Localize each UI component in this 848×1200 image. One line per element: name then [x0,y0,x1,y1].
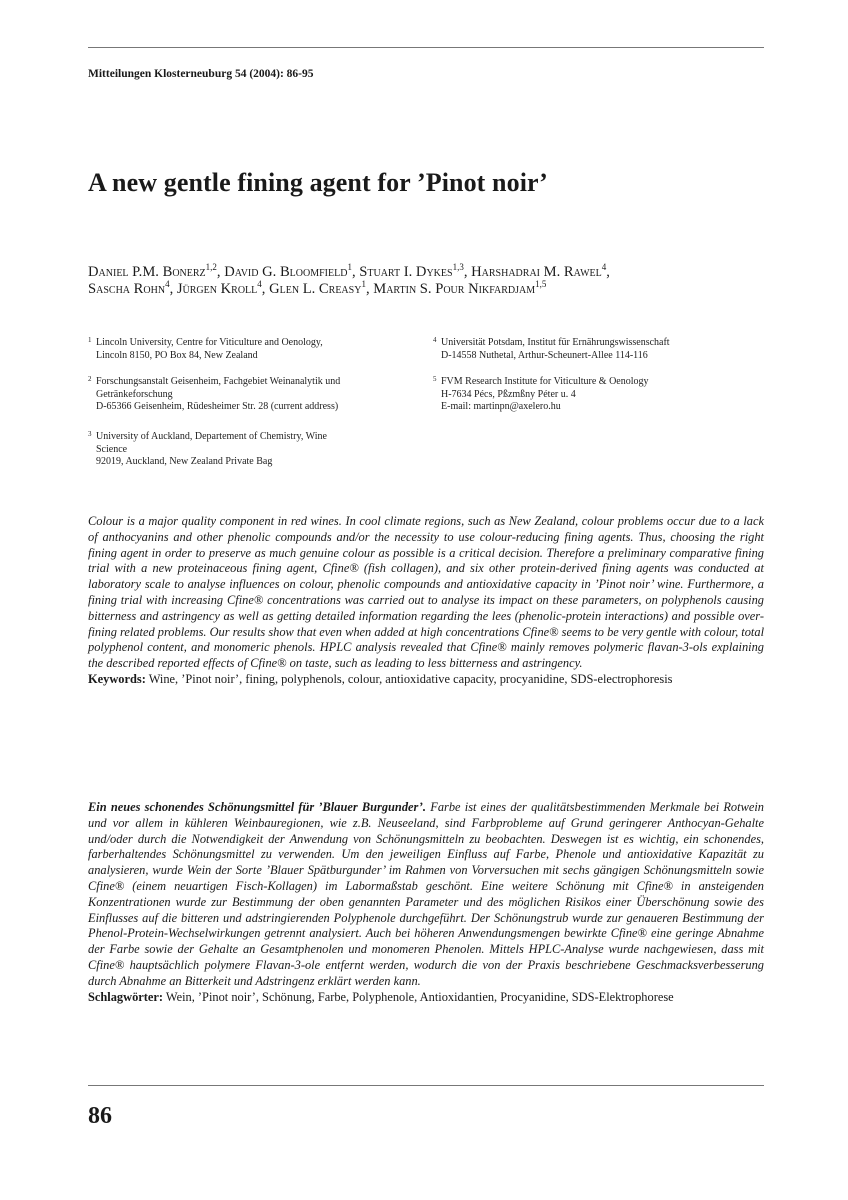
keywords-label: Schlagwörter: [88,989,164,1004]
keywords-text: Wein, ’Pinot noir’, Schönung, Farbe, Polyphenole, Antioxidantien, Procyanidine, SDS-Elektrophorese [165,989,674,1004]
affiliation-line: Lincoln University, Centre for Viticulture and Oenology, [96,337,323,348]
author: Glen L. Creasy$^1$, [269,279,374,297]
affiliation-5 [433,376,763,414]
author-list [88,264,768,298]
abstract-english [88,514,764,688]
abstract-german-body [88,800,764,990]
keywords [88,672,764,688]
abstract-german-title: Ein neues schonendes Schönungsmittel für ’Blauer Burgunder’. [88,800,427,814]
abstract-german [88,800,764,1005]
affiliation-number: 4 [433,336,437,344]
page-number: 86 [88,1103,112,1129]
author: Sascha Rohn$^4$, [88,279,177,297]
keywords-text: Wine, ’Pinot noir’, fining, polyphenols, colour, antioxidative capacity, procyanidine, SDS-electrophoresis [148,671,673,686]
author: Daniel P.M. Bonerz$^{1,2}$, [88,262,225,280]
affiliation-line: Forschungsanstalt Geisenheim, Fachgebiet Weinanalytik und [96,376,341,387]
affiliation-line: Lincoln 8150, PO Box 84, New Zealand [96,349,258,361]
abstract-text: Colour is a major quality component in red wines. In cool climate regions, such as New Zealand, colour problems occur due to a lack of anthocyanins and other phenolic compounds and/or the necessity to use colour-reducing fining agents. Thus, choosing the right fining agent in order to preserve as much genuine colour as possible is a critical decision. Therefore a preliminary comparative fining trial with a new proteinaceous fining agent, Cfine® (fish collagen), and six other protein-derived fining agents was conducted at laboratory scale to analyse influences on colour, phenolic compounds and antioxidative capacity in ’Pinot noir’ wine. Furthermore, a fining trial with increasing Cfine® concentrations was carried out to analyse its impact on these parameters, on polyphenols causing bitterness and astringency as well as getting detailed information regarding the lees (phenolic-protein interactions) and possible over-fining related problems. Our results show that even when added at high concentrations Cfine® seems to be very gentle with colour, total polyphenol content, and monomeric phenols. HPLC analysis revealed that Cfine® mainly removes polymeric flavan-3-ols explaining the described reported effects of Cfine® on taste, such as leading to less bitterness and astringency. [88,514,765,671]
affiliation-line: Universität Potsdam, Institut für Ernährungswissenschaft [441,337,670,348]
affiliation-line: University of Auckland, Departement of Chemistry, Wine [96,431,327,442]
affiliation-3 [88,431,388,469]
affiliation-number: 3 [88,430,92,438]
journal-reference: Mitteilungen Klosterneuburg 54 (2004): 86-95 [88,68,314,80]
abstract-text: Farbe ist eines der qualitätsbestimmenden Merkmale bei Rotwein und vor allem in kühleren Weinbauregionen, wie z.B. Neuseeland, sind Farbprobleme auf Grund geringerer Anthocyan-Gehalte und/oder durch die Notwendigkeit der Anwendung von Schönungsmitteln zu beobachten. Deswegen ist es wichtig, ein schonendes, farberhaltendes Schönungsmittel zu verwenden. Um den jeweiligen Einfluss auf Farbe, Phenole und antioxidative Kapazität zu analysieren, wurde Wein der Sorte ’Blauer Spätburgunder’ im Rahmen von Vorversuchen mit sechs gängigen Schönungsmitteln sowie Cfine® (einem neuartigen Fisch-Kollagen) im Labormaßstab geschönt. Eine weitere Schönung mit Cfine® in ansteigenden Konzentrationen wurde zur Bestimmung der oben genannten Parameter und des möglichen Risikos einer Überschönung sowie des Einflusses auf die bitteren und adstringierenden Polyphenole durchgeführt. Der Schönungstrub wurde zur genaueren Bestimmung der Phenol-Protein-Wechselwirkungen getrennt analysiert. Auch bei höheren Anwendungsmengen bewirkte Cfine® eine geringe Abnahme der Farbe sowie der Gehalte an Gesamtphenolen und monomeren Phenolen. Mittels HPLC-Analyse wurde nachgewiesen, dass mit Cfine® hauptsächlich polymere Flavan-3-ole entfernt werden, wodurch die von der Praxis beschriebene Geschmacksverbesserung durch Abnahme an Bitterkeit und Adstringenz erklärt werden kann. [88,800,764,988]
author: Harshadrai M. Rawel$^4$, [471,262,610,280]
affiliation-line: Science [96,443,128,455]
keywords [88,990,764,1006]
affiliation-line: E-mail: martinpn@axelero.hu [441,401,561,413]
affiliation-number: 5 [433,375,437,383]
affiliation-number: 2 [88,375,92,383]
affiliation-line: D-65366 Geisenheim, Rüdesheimer Str. 28 (current address) [96,401,339,413]
affiliation-line: D-14558 Nuthetal, Arthur-Scheunert-Allee 114-116 [441,349,648,361]
author: David G. Bloomfield$^1$, [224,262,360,280]
affiliation-2 [88,376,388,414]
affiliation-line: H-7634 Pécs, Pßzmßny Péter u. 4 [441,388,576,400]
affiliation-number: 1 [88,336,92,344]
author: Stuart I. Dykes$^{1,3}$, [359,262,472,280]
affiliation-4 [433,337,763,362]
affiliation-line: Getränkeforschung [96,388,173,400]
top-rule [88,47,764,48]
keywords-label: Keywords: [88,671,146,686]
affiliation-1 [88,337,388,362]
author: Jürgen Kroll$^4$, [176,279,270,297]
affiliation-line: FVM Research Institute for Viticulture & Oenology [441,376,649,387]
author: Martin S. Pour Nikfardjam$^{1,5}$ [373,279,547,297]
article-title: A new gentle fining agent for ’Pinot noir’ [88,168,548,197]
bottom-rule [88,1085,764,1086]
affiliation-line: 92019, Auckland, New Zealand Private Bag [96,456,273,468]
